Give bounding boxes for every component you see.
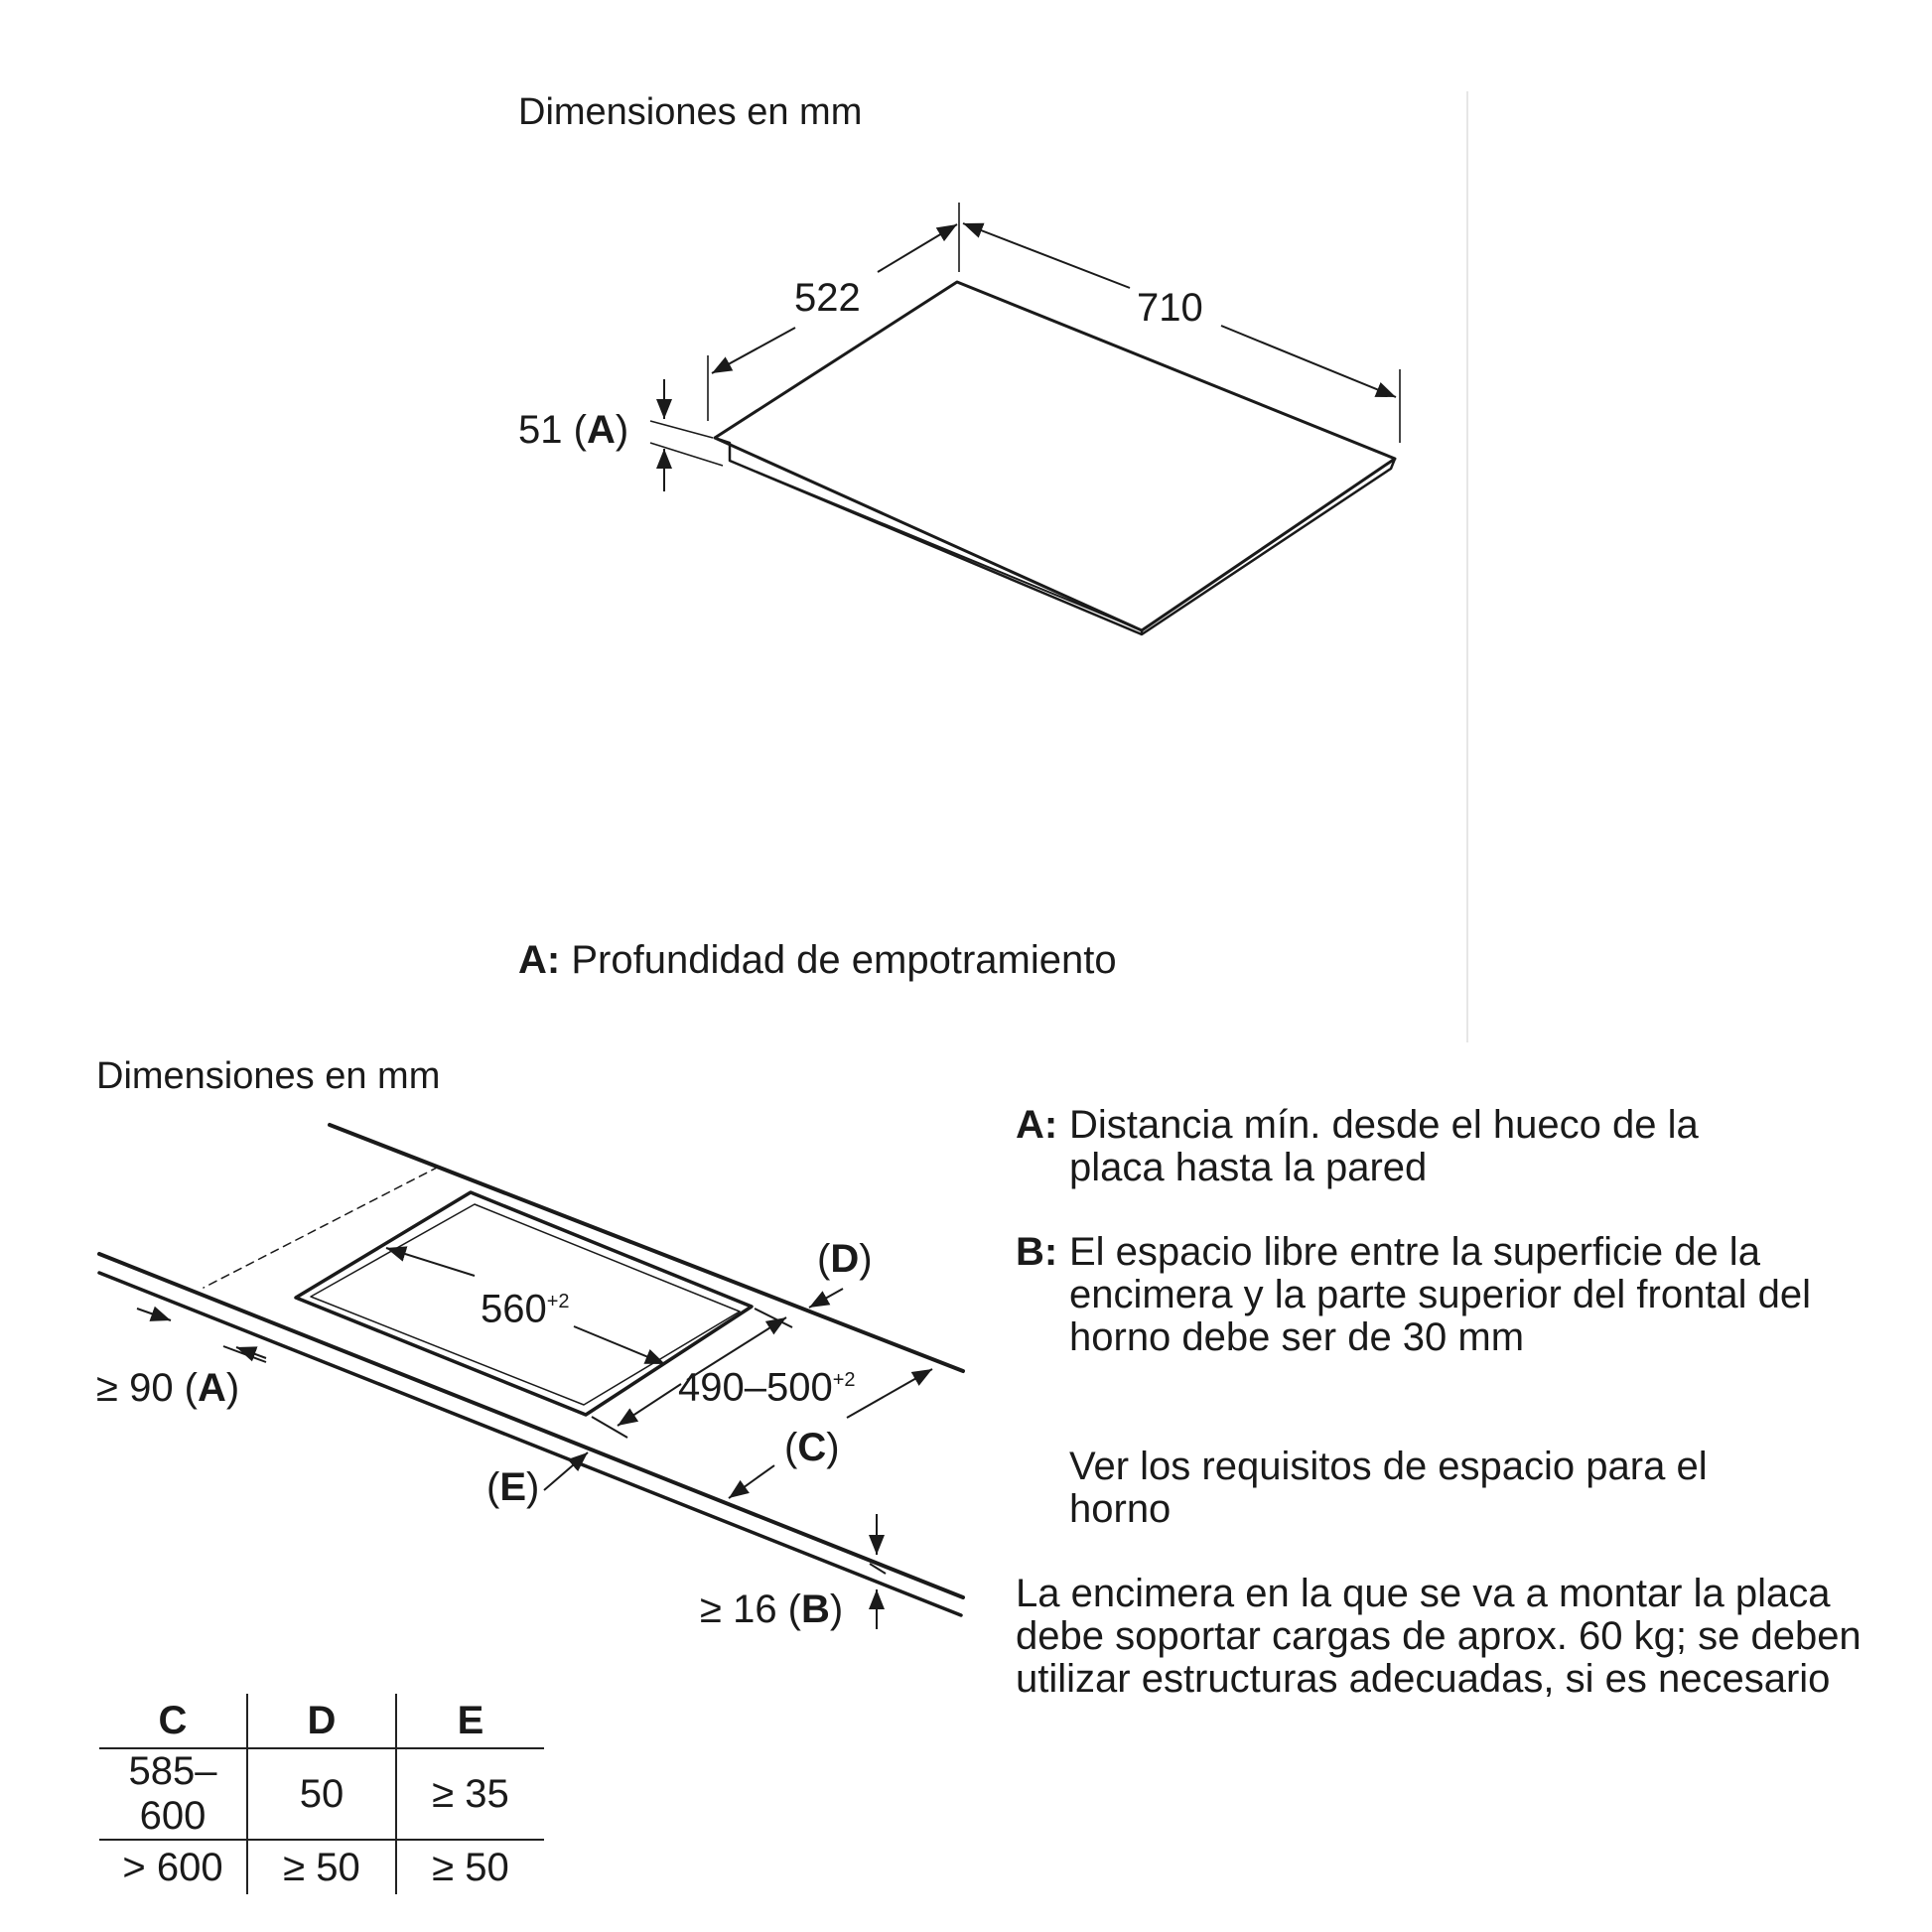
note-b-text: El espacio libre entre la superficie de la encimera y la parte superior del frontal del horno debe ser de 30 mm [1069, 1230, 1812, 1359]
dim-710-label: 710 [1137, 286, 1203, 330]
note-b-key: B: [1016, 1230, 1058, 1274]
note-a-key: A: [1016, 1103, 1058, 1147]
hob-outline [715, 282, 1395, 634]
dim-490-label [678, 1358, 856, 1409]
dim-490-tol: +2 [832, 1369, 856, 1391]
table-cell: 585–600 [99, 1748, 247, 1840]
note-a-text: Distancia mín. desde el hueco de la placa hasta la pared [1069, 1103, 1699, 1189]
dim-560-label [481, 1280, 570, 1330]
dim-560-tol: +2 [546, 1291, 570, 1312]
dim-16-value: ≥ 16 [700, 1587, 777, 1631]
dim-51-ref: A [586, 408, 616, 452]
table-cell: ≥ 50 [247, 1840, 396, 1894]
note-b [1016, 1231, 1889, 1365]
dim-522-label: 522 [794, 276, 861, 320]
table-row [99, 1840, 544, 1894]
note-oven: Ver los requisitos de espacio para el horno [1069, 1445, 1708, 1531]
dim-16-line [870, 1514, 886, 1629]
top-heading: Dimensiones en mm [518, 91, 863, 133]
top-legend-key: A: [518, 938, 561, 982]
table-cell: > 600 [99, 1840, 247, 1894]
table-cell: ≥ 50 [396, 1840, 544, 1894]
note-a [1016, 1104, 1889, 1193]
dim-90-value: ≥ 90 [96, 1366, 174, 1410]
dim-16-ref: B [801, 1587, 830, 1631]
top-legend-text: Profundidad de empotramiento [571, 938, 1117, 982]
label-c: (C) [784, 1426, 840, 1469]
dim-51-value: 51 [518, 408, 563, 452]
table-header-c: C [158, 1698, 188, 1742]
clearance-table [99, 1694, 544, 1894]
dim-90-label: ≥ 90 (A) [96, 1366, 240, 1410]
dim-16-label: ≥ 16 (B) [700, 1587, 844, 1631]
dim-51-label: 51 (A) [518, 408, 629, 452]
top-legend [518, 938, 1117, 982]
table-header-row [99, 1694, 544, 1748]
table-cell: 50 [247, 1748, 396, 1840]
table-cell: ≥ 35 [396, 1748, 544, 1840]
table-header-e: E [396, 1694, 544, 1748]
dim-560-value: 560 [481, 1287, 547, 1331]
table-header-d: D [247, 1694, 396, 1748]
dim-d-arrow [809, 1289, 843, 1308]
label-d: (D) [817, 1237, 873, 1281]
dim-490-value: 490–500 [678, 1365, 833, 1410]
label-e: (E) [486, 1465, 540, 1509]
dim-90-ref: A [198, 1366, 226, 1410]
dim-90-line [137, 1309, 266, 1362]
bottom-heading: Dimensiones en mm [96, 1055, 441, 1097]
table-row [99, 1748, 544, 1840]
note-load: La encimera en la que se va a montar la placa debe soportar cargas de aprox. 60 kg; se deben utilizar estructuras adecuadas, si es necesario [1016, 1572, 1862, 1701]
